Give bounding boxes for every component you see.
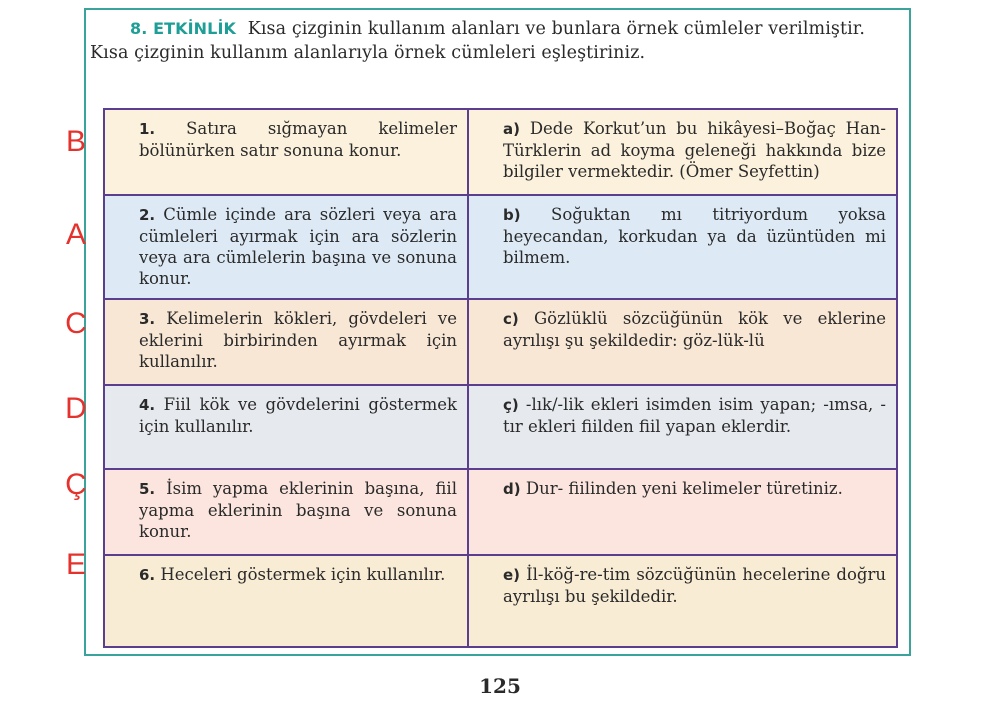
example-cell — [468, 109, 897, 195]
usage-cell — [104, 469, 468, 555]
example-letter: e) — [503, 566, 521, 584]
usage-text: Fiil kök ve gövdelerini göstermek için kullanılır. — [139, 395, 457, 436]
example-text: Gözlüklü sözcüğünün kök ve eklerine ayrılışı şu şekildedir: göz-lük-lü — [503, 309, 886, 350]
example-cell — [468, 469, 897, 555]
example-text: İl-köğ-re-tim sözcüğünün hecelerine doğru ayrılışı bu şekildedir. — [503, 565, 886, 606]
example-letter: d) — [503, 480, 521, 498]
example-text: Dede Korkut’un bu hikâyesi–Boğaç Han-Türklerin ad koyma geleneği hakkında bize bilgiler vermektedir. (Ömer Seyfettin) — [503, 119, 886, 181]
example-text: -lık/-lik ekleri isimden isim yapan; -ımsa, -tır ekleri fiilden fiil yapan eklerdir. — [503, 395, 886, 436]
table-row — [104, 385, 897, 469]
handwritten-answer: B — [65, 125, 86, 158]
example-cell — [468, 385, 897, 469]
example-letter: c) — [503, 310, 519, 328]
usage-number: 2. — [139, 206, 156, 224]
table-row — [104, 299, 897, 385]
handwritten-answer: E — [65, 548, 86, 581]
page-number: 125 — [479, 674, 521, 698]
usage-cell — [104, 555, 468, 647]
usage-text: Satıra sığmayan kelimeler bölünürken satır sonuna konur. — [139, 119, 457, 160]
table-row — [104, 469, 897, 555]
table-row — [104, 555, 897, 647]
handwritten-answer: Ç — [65, 468, 87, 501]
usage-text: Kelimelerin kökleri, gövdeleri ve eklerini birbirinden ayırmak için kullanılır. — [139, 309, 458, 371]
usage-cell — [104, 299, 468, 385]
usage-number: 5. — [139, 480, 156, 498]
usage-text: İsim yapma eklerinin başına, fiil yapma eklerinin başına ve sonuna konur. — [139, 479, 457, 541]
example-letter: ç) — [503, 396, 519, 414]
example-cell — [468, 555, 897, 647]
matching-table — [103, 108, 898, 648]
instruction — [90, 17, 910, 65]
example-letter: b) — [503, 206, 521, 224]
example-letter: a) — [503, 120, 520, 138]
table-row — [104, 109, 897, 195]
example-text: Soğuktan mı titriyordum yoksa heyecandan, korkudan ya da üzüntüden mi bilmem. — [503, 205, 886, 267]
handwritten-answer: A — [65, 218, 86, 251]
instruction-line-1: Kısa çizginin kullanım alanları ve bunlara örnek cümleler verilmiştir. — [247, 19, 866, 39]
usage-number: 6. — [139, 566, 156, 584]
usage-cell — [104, 195, 468, 299]
example-text: Dur- fiilinden yeni kelimeler türetiniz. — [525, 479, 843, 498]
usage-number: 3. — [139, 310, 156, 328]
table-row — [104, 195, 897, 299]
usage-number: 4. — [139, 396, 156, 414]
usage-cell — [104, 109, 468, 195]
activity-label: 8. ETKİNLİK — [130, 19, 237, 38]
instruction-line-2: Kısa çizginin kullanım alanlarıyla örnek cümleleri eşleştiriniz. — [90, 43, 646, 63]
usage-text: Cümle içinde ara sözleri veya ara cümleleri ayırmak için ara sözlerin veya ara cümlelerin başına ve sonuna konur. — [139, 205, 457, 288]
usage-text: Heceleri göstermek için kullanılır. — [160, 565, 446, 584]
handwritten-answer: D — [65, 392, 87, 425]
handwritten-answer: C — [65, 307, 87, 340]
example-cell — [468, 195, 897, 299]
usage-number: 1. — [139, 120, 156, 138]
usage-cell — [104, 385, 468, 469]
example-cell — [468, 299, 897, 385]
